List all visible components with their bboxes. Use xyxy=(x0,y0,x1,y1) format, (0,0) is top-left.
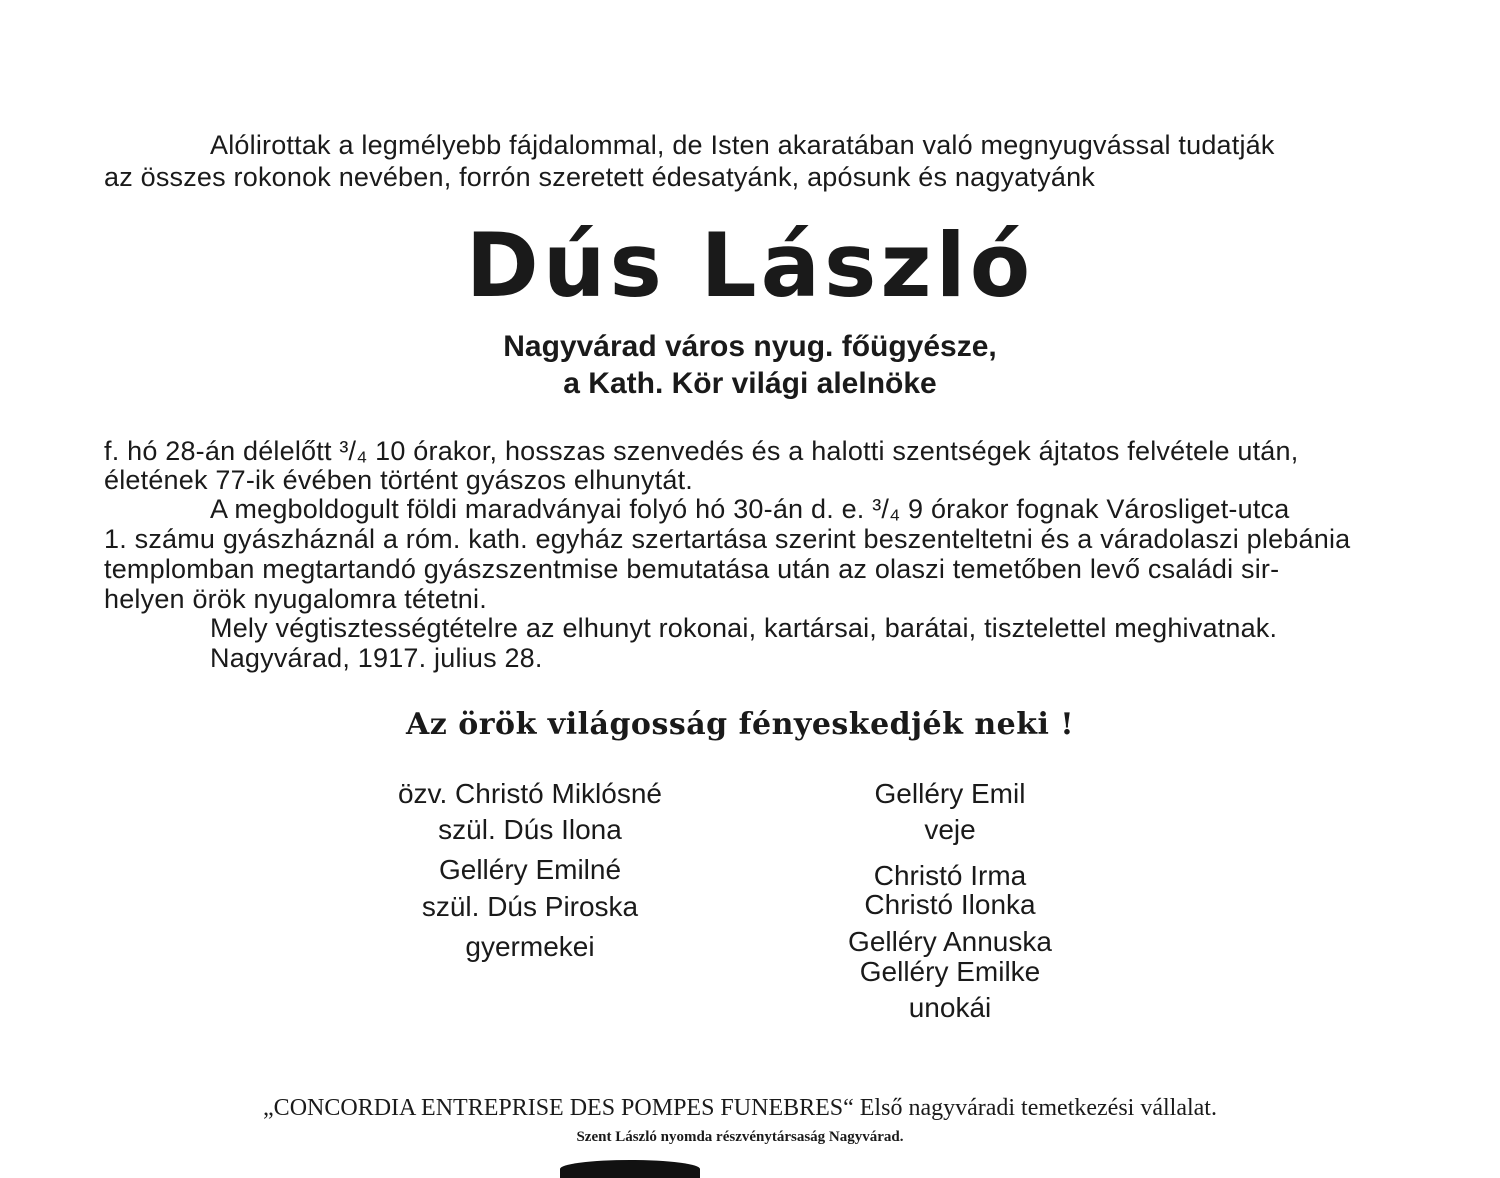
motto: Az örök világosság fényeskedjék neki ! xyxy=(405,707,1075,742)
body-line-3: A megboldogult földi maradványai folyó hó 30-án d. e. ³/₄ 9 órakor fognak Városliget-utca xyxy=(210,494,1290,524)
mourner-left-1-maiden: szül. Dús Ilona xyxy=(438,814,622,845)
grandchild-4: Gelléry Emilke xyxy=(859,956,1041,987)
funeral-company: „CONCORDIA ENTREPRISE DES POMPES FUNEBRES“ Első nagyváradi temetkezési vállalat. xyxy=(263,1095,1217,1121)
body-line-8-date: Nagyvárad, 1917. julius 28. xyxy=(210,643,543,673)
printer-credit: Szent László nyomda részvénytársaság Nagyvárad. xyxy=(576,1129,904,1145)
deceased-title-1: Nagyvárad város nyug. főügyésze, xyxy=(503,330,997,363)
body-line-6: helyen örök nyugalomra tétetni. xyxy=(104,584,487,614)
mourner-left-2: Gelléry Emilné xyxy=(438,854,622,885)
intro-line-2: az összes rokonok nevében, forrón szeretett édesatyánk, apósunk és nagyatyánk xyxy=(104,162,1095,192)
mourner-right-1: Gelléry Emil xyxy=(874,778,1026,809)
grandchild-3: Gelléry Annuska xyxy=(848,926,1052,957)
deceased-title-2: a Kath. Kör világi alelnöke xyxy=(563,367,937,400)
mourner-left-relation: gyermekei xyxy=(465,931,595,962)
mourners-right xyxy=(800,776,1100,1026)
body-line-1: f. hó 28-án délelőtt ³/₄ 10 órakor, hosszas szenvedés és a halotti szentségek ájtatos felvétele után, xyxy=(104,436,1299,466)
grandchild-2: Christó Ilonka xyxy=(864,889,1036,920)
deceased-name: Dús László xyxy=(465,214,1035,317)
mourner-left-1: özv. Christó Miklósné xyxy=(397,778,662,809)
body-line-5: templomban megtartandó gyászszentmise bemutatása után az olaszi temetőben levő családi sir- xyxy=(104,554,1280,584)
mourner-left-2-maiden: szül. Dús Piroska xyxy=(421,891,639,922)
body-line-7: Mely végtisztességtételre az elhunyt rokonai, kartársai, barátai, tisztelettel meghivatnak. xyxy=(210,613,1278,643)
intro-line-1: Alólirottak a legmélyebb fájdalommal, de Isten akaratában való megnyugvással tudatják xyxy=(210,130,1275,160)
mourners-left xyxy=(355,776,705,976)
body-line-2: életének 77-ik évében történt gyászos elhunytát. xyxy=(104,465,693,495)
scan-edge-mark xyxy=(560,1160,700,1178)
grandchildren-relation: unokái xyxy=(908,992,992,1023)
mourner-right-1-relation: veje xyxy=(924,814,976,845)
grandchild-1: Christó Irma xyxy=(873,860,1027,891)
body-line-4: 1. számu gyászháznál a róm. kath. egyház szertartása szerint beszenteltetni és a váradolaszi plebánia xyxy=(104,524,1351,554)
